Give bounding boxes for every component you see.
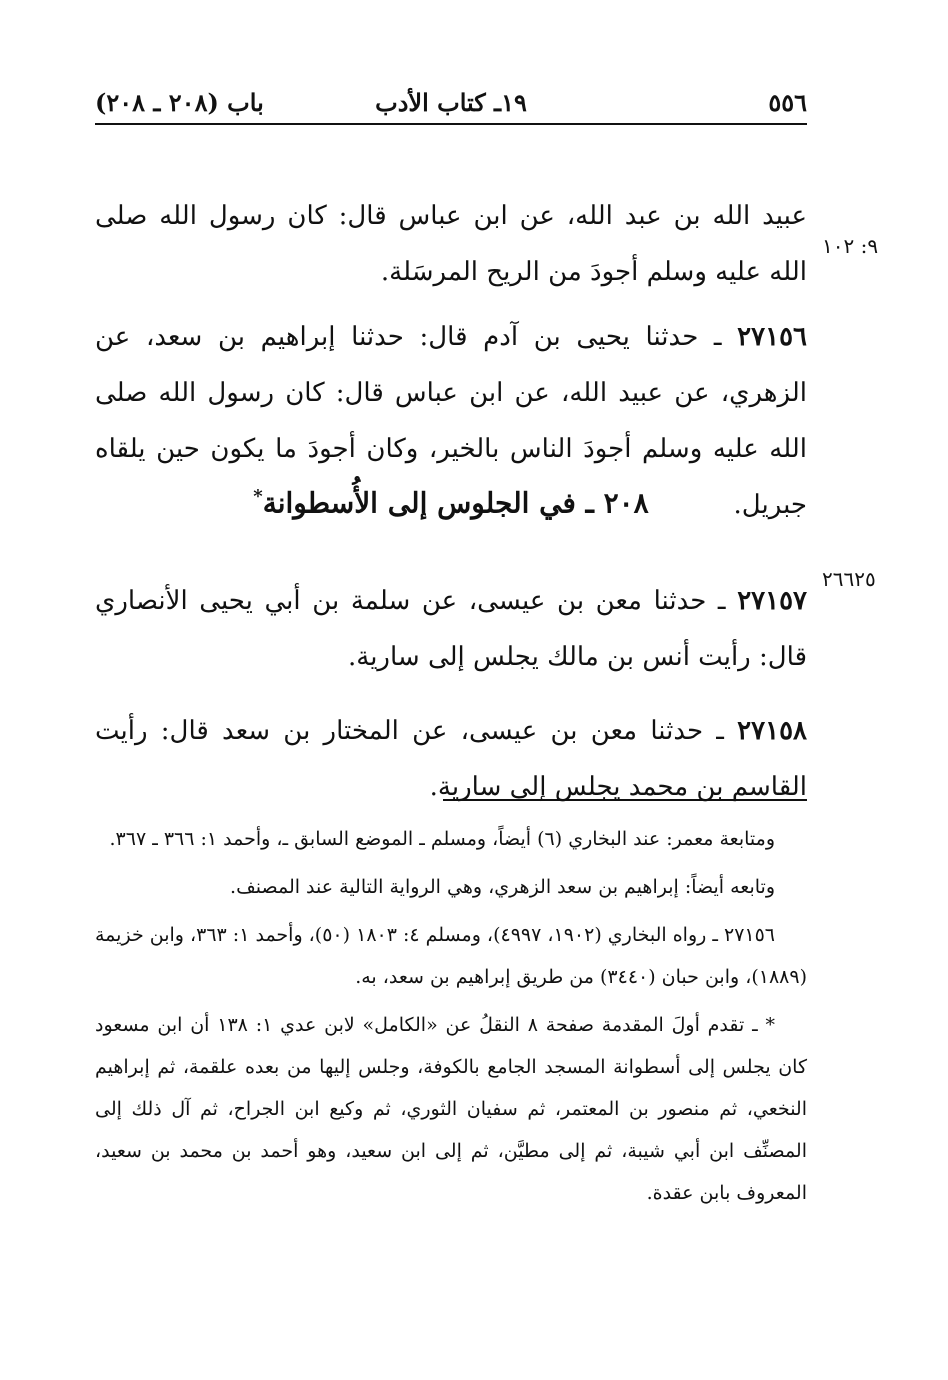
footnote: ٢٧١٥٦ ـ رواه البخاري (١٩٠٢، ٤٩٩٧)، ومسلم ٤: ١٨٠٣ (٥٠)، وأحمد ١: ٣٦٣، وابن خزيمة (١٨٨٩)، وابن حبان (٣٤٤٠) من طريق إبراهيم بن سعد، به.: [95, 924, 807, 988]
section-heading-text: ٢٠٨ ـ في الجلوس إلى الأُسطوانة: [262, 486, 649, 520]
footnote: ومتابعة معمر: عند البخاري (٦) أيضاً، ومسلم ـ الموضع السابق ـ، وأحمد ١: ٣٦٦ ـ ٣٦٧.: [109, 828, 775, 850]
header-divider: [95, 123, 807, 125]
section-heading: [95, 475, 807, 525]
footnote-marker: *: [253, 486, 263, 507]
hadith-number: ٢٧١٥٦: [737, 322, 807, 352]
footnote: * ـ تقدم أولَ المقدمة صفحة ٨ النقلُ عن «الكامل» لابن عدي ١: ١٣٨ أن ابن مسعود كان يجلس إلى أسطوانة المسجد الجامع بالكوفة، وجلس إليها من بعده علقمة، ثم إبراهيم النخعي، ثم منصور بن المعتمر، ثم سفيان الثوري، ثم وكيع ابن الجراح، ثم آل ذلك إلى المصنِّف ابن أبي شيبة، ثم إلى مطيَّن، ثم إلى ابن سعيد، وهو أحمد بن محمد بن سعيد، المعروف بابن عقدة.: [95, 1014, 807, 1204]
footnote: وتابعه أيضاً: إبراهيم بن سعد الزهري، وهي الرواية التالية عند المصنف.: [230, 876, 775, 898]
book-title: ١٩ـ كتاب الأدب: [375, 88, 527, 117]
running-header: [95, 88, 807, 122]
hadith-number: ٢٧١٥٧: [737, 586, 808, 616]
chapter-range: باب (٢٠٨ ـ ٢٠٨): [95, 88, 264, 117]
margin-reference: ٢٦٦٢٥: [822, 567, 876, 591]
hadith-27157: [95, 573, 807, 685]
paragraph-text: عبيد الله بن عبد الله، عن ابن عباس قال: كان رسول الله صلى الله عليه وسلم أجودَ من الريح المرسَلة.: [95, 201, 807, 287]
footnote-divider: [443, 799, 807, 801]
paragraph-text: ـ حدثنا معن بن عيسى، عن المختار بن سعد قال: رأيت القاسم بن محمد يجلس إلى سارية.: [95, 716, 807, 802]
hadith-continuation: [95, 188, 807, 300]
paragraph-text: ـ حدثنا معن بن عيسى، عن سلمة بن أبي يحيى الأنصاري قال: رأيت أنس بن مالك يجلس إلى سارية.: [95, 586, 807, 672]
hadith-number: ٢٧١٥٨: [737, 716, 807, 746]
paragraph-text: ـ حدثنا يحيى بن آدم قال: حدثنا إبراهيم بن سعد، عن الزهري، عن عبيد الله، عن ابن عباس قال: كان رسول الله صلى الله عليه وسلم أجودَ الناس بالخير، وكان أجودَ ما يكون حين يلقاه جبريل.: [95, 322, 807, 520]
margin-reference: ٩: ١٠٢: [822, 234, 879, 258]
page-number: ٥٥٦: [768, 88, 807, 117]
footnotes: [95, 818, 807, 1220]
